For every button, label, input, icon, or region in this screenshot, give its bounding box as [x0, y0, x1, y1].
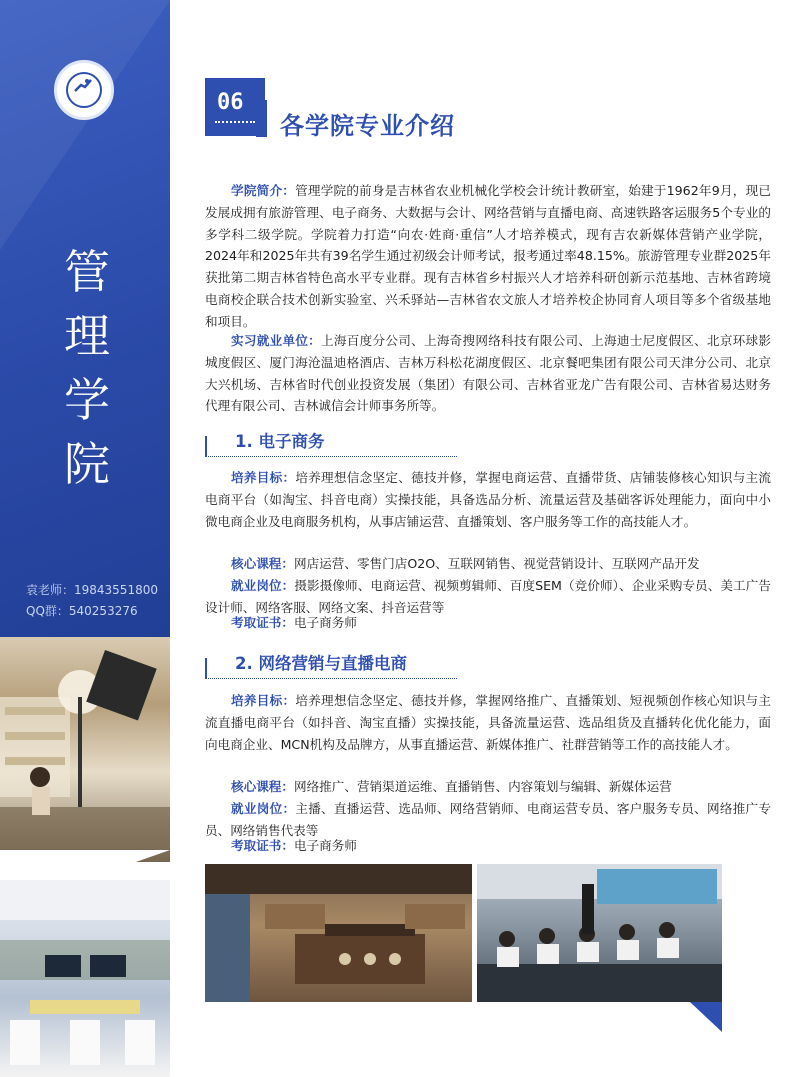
- badge-dots: [215, 121, 255, 123]
- cert-label: 考取证书：: [231, 838, 294, 853]
- intro-text: 管理学院的前身是吉林省农业机械化学校会计统计教研室，始建于1962年9月，现已发展成拥有旅游管理、电子商务、大数据与会计、网络营销与直播电商、高速铁路客运服务5个专业的多学科二级学院。学院着力打造“向农·姓商·重信”人才培养模式，现有吉农新媒体营销产业学院，2024年和2025年共有39名学生通过初级会计师考试，报考通过率48.15%。旅游管理专业群2025年获批第二期吉林省特色高水平专业群。现有吉林省乡村振兴人才培养科研创新示范基地、吉林省跨境电商校企联合技术创新实验室、兴禾驿站—吉林省农文旅人才培养校企协同育人项目等多个省级基地和项目。: [205, 183, 771, 329]
- goal-text: 培养理想信念坚定、德技并修，掌握网络推广、直播策划、短视频创作核心知识与主流直播电商平台（如抖音、淘宝直播）实操技能，具备流量运营、选品组货及直播转化优化能力，面向电商企业、MCN机构及品牌方，从事直播运营、新媒体推广、社群营销等工作的高技能人才。: [205, 693, 772, 752]
- goal-label: 培养目标：: [231, 470, 296, 485]
- goal-text: 培养理想信念坚定、德技并修，掌握电商运营、直播带货、店铺装修核心知识与主流电商平台（如淘宝、抖音电商）实操技能，具备选品分析、流量运营及基础客诉处理能力，面向中小微电商企业及电商服务机构，从事店铺运营、直播策划、客户服务等工作的高技能人才。: [205, 470, 772, 529]
- cert-label: 考取证书：: [231, 615, 294, 630]
- major-certificate: [205, 612, 771, 634]
- college-name-char: 学: [64, 373, 112, 427]
- internship-text: 上海百度分公司、上海奇搜网络科技有限公司、上海迪士尼度假区、北京环球影城度假区、厦门海沧温迪格酒店、吉林万科松花湖度假区、北京餐吧集团有限公司天津分公司、北京大兴机场、吉林省时代创业投资发展（集团）有限公司、吉林省亚龙广告有限公司、吉林省易达财务代理有限公司、吉林诚信会计师事务所等。: [205, 333, 772, 414]
- photo-ecommerce-studio: [0, 637, 170, 862]
- course-text: 网店运营、零售门店O2O、互联网销售、视觉营销设计、互联网产品开发: [293, 556, 700, 571]
- major-goal: [205, 690, 771, 755]
- contact-teacher: 袁老师：19843551800: [26, 583, 158, 597]
- cert-text: 电子商务师: [293, 838, 357, 853]
- tea-room-scene: [205, 864, 472, 1002]
- job-label: 就业岗位：: [231, 801, 296, 816]
- major-goal: [205, 467, 771, 532]
- school-logo: [54, 60, 114, 120]
- course-text: 网络推广、营销渠道运维、直播销售、内容策划与编辑、新媒体运营: [293, 779, 672, 794]
- job-label: 就业岗位：: [231, 578, 295, 593]
- course-label: 核心课程：: [231, 779, 294, 794]
- intro-label: 学院简介：: [231, 183, 296, 198]
- sidebar: [0, 0, 170, 637]
- job-text: 摄影摄像师、电商运营、视频剪辑师、百度SEM（竞价师）、企业采购专员、美工广告设计师、网络客服、网络文案、抖音运营等: [205, 578, 771, 615]
- college-name: [58, 240, 118, 496]
- contact-info: [26, 580, 158, 622]
- page-title: 各学院专业介绍: [280, 112, 455, 140]
- studio-scene: [0, 637, 170, 862]
- photo-classroom: [477, 864, 722, 1002]
- badge-bracket: [256, 100, 267, 137]
- sidebar-highlight: [0, 0, 170, 250]
- contact-qq: QQ群：540253276: [26, 604, 138, 618]
- college-name-char: 管: [64, 245, 112, 299]
- internship-units: [205, 330, 771, 417]
- cert-text: 电子商务师: [293, 615, 357, 630]
- major-certificate: [205, 835, 771, 857]
- photo-training-room: [0, 880, 170, 1077]
- classroom-scene: [477, 864, 722, 1002]
- college-name-char: 理: [64, 309, 112, 363]
- college-intro: [205, 180, 771, 333]
- major-title: 2. 网络营销与直播电商: [235, 654, 407, 673]
- college-name-char: 院: [64, 437, 112, 491]
- logo-runner-icon: [73, 77, 93, 95]
- training-room-scene: [0, 880, 170, 1077]
- internship-label: 实习就业单位：: [231, 333, 322, 348]
- major-title: 1. 电子商务: [235, 432, 325, 451]
- corner-accent: [690, 1002, 722, 1032]
- photo-tea-room: [205, 864, 472, 1002]
- major-courses: [205, 776, 771, 798]
- major-courses: [205, 553, 771, 575]
- goal-label: 培养目标：: [231, 693, 296, 708]
- course-label: 核心课程：: [231, 556, 294, 571]
- section-number: 06: [217, 90, 244, 115]
- job-text: 主播、直播运营、选品师、网络营销师、电商运营专员、客户服务专员、网络推广专员、网络销售代表等: [205, 801, 772, 838]
